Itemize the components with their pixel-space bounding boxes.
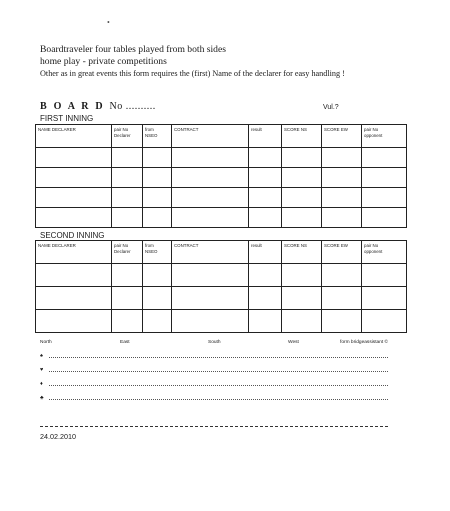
- instruction-line: Other as in great events this form requires the (first) Name of the declarer for easy handling !: [40, 69, 345, 78]
- entry-cell[interactable]: [112, 168, 143, 188]
- entry-cell[interactable]: [282, 168, 322, 188]
- compass-south: South: [208, 340, 221, 345]
- entry-cell[interactable]: [143, 264, 172, 287]
- entry-cell[interactable]: [172, 264, 249, 287]
- title-line-1: Boardtraveler four tables played from both sides: [40, 44, 226, 55]
- second-inning-table: [35, 240, 407, 333]
- compass-west: West: [288, 340, 299, 345]
- entry-cell[interactable]: [282, 188, 322, 208]
- entry-cell[interactable]: [249, 287, 282, 310]
- entry-cell[interactable]: [322, 168, 362, 188]
- entry-cell[interactable]: [322, 310, 362, 333]
- spade-icon: ♠: [40, 353, 43, 359]
- table-row: [36, 264, 407, 287]
- hearts-hand-line[interactable]: [40, 366, 388, 375]
- entry-cell[interactable]: [322, 188, 362, 208]
- entry-cell[interactable]: [322, 148, 362, 168]
- compass-east: East: [120, 340, 130, 345]
- entry-cell[interactable]: [143, 287, 172, 310]
- column-header: NAME DECLARER: [36, 241, 112, 264]
- board-label: B O A R D: [40, 101, 105, 112]
- entry-cell[interactable]: [322, 208, 362, 228]
- entry-cell[interactable]: [112, 208, 143, 228]
- entry-cell[interactable]: [282, 287, 322, 310]
- table-row: [36, 208, 407, 228]
- entry-cell[interactable]: [36, 148, 112, 168]
- column-header: SCORE EW: [322, 241, 362, 264]
- column-header: from NSEO: [143, 125, 172, 148]
- entry-cell[interactable]: [249, 188, 282, 208]
- column-header: NAME DECLARER: [36, 125, 112, 148]
- entry-cell[interactable]: [36, 264, 112, 287]
- table-row: [36, 148, 407, 168]
- entry-cell[interactable]: [282, 310, 322, 333]
- column-header: from NSEO: [143, 241, 172, 264]
- stray-mark: •: [107, 18, 110, 27]
- entry-cell[interactable]: [112, 310, 143, 333]
- entry-cell[interactable]: [143, 168, 172, 188]
- column-header: pair No opponent: [362, 241, 407, 264]
- second-inning-title: SECOND INNING: [40, 231, 105, 240]
- form-date: 24.02.2010: [40, 432, 76, 441]
- table-row: [36, 287, 407, 310]
- entry-cell[interactable]: [36, 168, 112, 188]
- column-header: result: [249, 125, 282, 148]
- entry-cell[interactable]: [362, 310, 407, 333]
- column-header: CONTRACT: [172, 125, 249, 148]
- column-header: SCORE NS: [282, 241, 322, 264]
- entry-cell[interactable]: [112, 148, 143, 168]
- board-no-field[interactable]: No ..........: [109, 101, 156, 112]
- table-header-row: [36, 125, 407, 148]
- entry-cell[interactable]: [172, 168, 249, 188]
- column-header: SCORE EW: [322, 125, 362, 148]
- separator-line: [40, 426, 388, 427]
- entry-cell[interactable]: [282, 208, 322, 228]
- entry-cell[interactable]: [143, 208, 172, 228]
- entry-cell[interactable]: [143, 148, 172, 168]
- entry-cell[interactable]: [282, 264, 322, 287]
- compass-north: North: [40, 340, 52, 345]
- entry-cell[interactable]: [172, 287, 249, 310]
- column-header: pair No Declarer: [112, 125, 143, 148]
- entry-cell[interactable]: [362, 264, 407, 287]
- board-number-label: [40, 101, 156, 112]
- clubs-hand-line[interactable]: [40, 394, 388, 403]
- entry-cell[interactable]: [112, 188, 143, 208]
- first-inning-table: [35, 124, 407, 228]
- entry-cell[interactable]: [172, 310, 249, 333]
- heart-icon: ♥: [40, 367, 44, 373]
- table-row: [36, 188, 407, 208]
- club-icon: ♣: [40, 395, 44, 401]
- entry-cell[interactable]: [362, 168, 407, 188]
- column-header: pair No Declarer: [112, 241, 143, 264]
- entry-cell[interactable]: [249, 264, 282, 287]
- diamond-icon: ♦: [40, 381, 43, 387]
- entry-cell[interactable]: [143, 310, 172, 333]
- title-line-2: home play - private competitions: [40, 56, 167, 67]
- diamonds-hand-line[interactable]: [40, 380, 388, 389]
- entry-cell[interactable]: [112, 264, 143, 287]
- entry-cell[interactable]: [112, 287, 143, 310]
- table-row: [36, 310, 407, 333]
- entry-cell[interactable]: [322, 287, 362, 310]
- column-header: SCORE NS: [282, 125, 322, 148]
- form-credit: form bridgeassistant ©: [340, 340, 389, 345]
- entry-cell[interactable]: [362, 188, 407, 208]
- column-header: CONTRACT: [172, 241, 249, 264]
- entry-cell[interactable]: [322, 264, 362, 287]
- entry-cell[interactable]: [172, 208, 249, 228]
- entry-cell[interactable]: [249, 208, 282, 228]
- entry-cell[interactable]: [143, 188, 172, 208]
- table-row: [36, 168, 407, 188]
- first-inning-title: FIRST INNING: [40, 114, 94, 123]
- entry-cell[interactable]: [249, 310, 282, 333]
- column-header: pair No opponent: [362, 125, 407, 148]
- column-header: result: [249, 241, 282, 264]
- entry-cell[interactable]: [249, 148, 282, 168]
- entry-cell[interactable]: [282, 148, 322, 168]
- entry-cell[interactable]: [362, 148, 407, 168]
- vulnerability-label: Vul.?: [323, 104, 339, 111]
- table-header-row: [36, 241, 407, 264]
- entry-cell[interactable]: [36, 188, 112, 208]
- entry-cell[interactable]: [36, 208, 112, 228]
- entry-cell[interactable]: [36, 310, 112, 333]
- entry-cell[interactable]: [362, 208, 407, 228]
- entry-cell[interactable]: [362, 287, 407, 310]
- entry-cell[interactable]: [172, 188, 249, 208]
- entry-cell[interactable]: [36, 287, 112, 310]
- entry-cell[interactable]: [249, 168, 282, 188]
- entry-cell[interactable]: [172, 148, 249, 168]
- spades-hand-line[interactable]: [40, 352, 388, 361]
